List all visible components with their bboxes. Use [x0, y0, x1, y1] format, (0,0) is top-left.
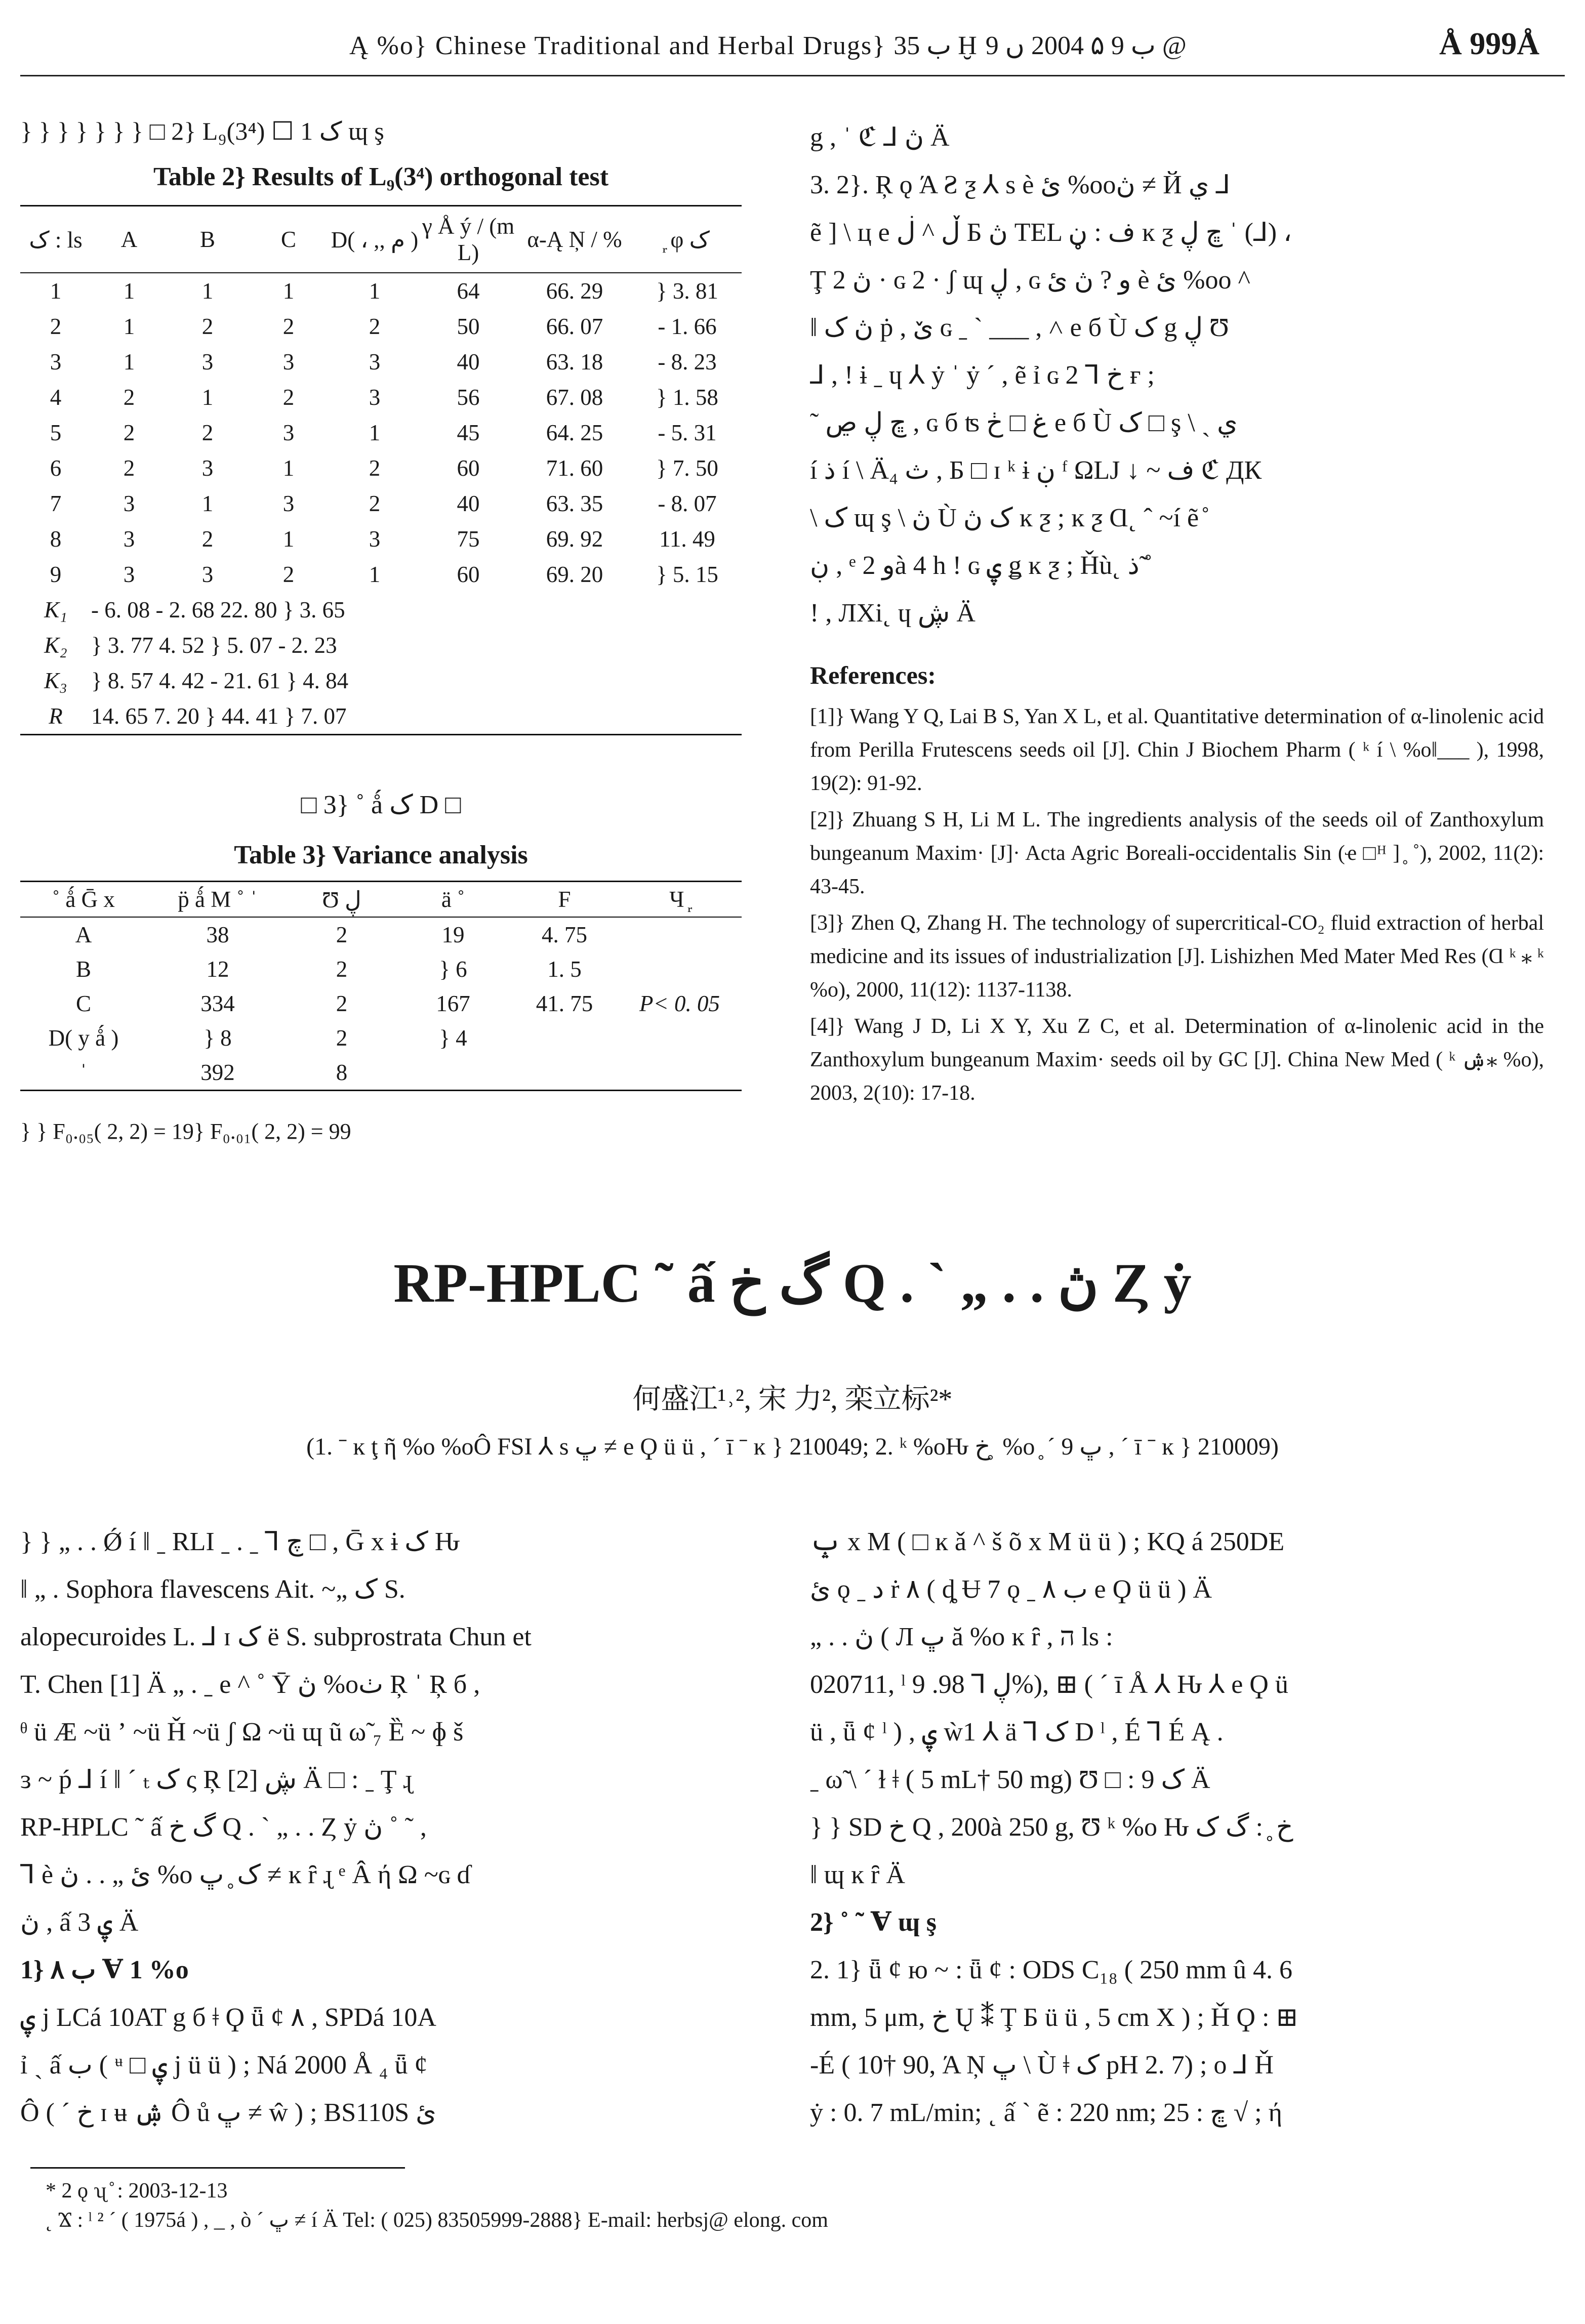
table-cell: 50	[457, 314, 480, 339]
text-line: ẏ : 0. 7 mL/min; ˛ ấ ˋ ẽ : 220 nm; ڇ : 25 √ ; ή	[810, 2098, 1282, 2127]
table-row	[20, 952, 742, 986]
table-cell: A	[75, 922, 92, 947]
header-rule	[20, 75, 1565, 76]
footnote-received: * 2 ǫ ʯ ̊ : 2003-12-13	[46, 2179, 228, 2203]
text-line: } } „ . . Ǿ í ǁ ˍ RLI ˍ . ˍ ⅂ چ □ , Ḡ x ɨ ک Ԋ	[20, 1527, 460, 1556]
table3-header: p̈ ǻ M ˚ ˈ	[178, 887, 258, 912]
text-line: mm, 5 μm, خ Ų ⁑ Ţ Б ü ü , 5 cm X ) ; Ȟ Ϙ : ⊞	[810, 2003, 1298, 2032]
section-heading: 1} ۸ ب Ɐ 1 %o	[20, 1956, 189, 1984]
table-cell: 2	[336, 922, 348, 947]
table-cell: 2	[336, 1025, 348, 1051]
table-cell: 75	[457, 526, 480, 552]
table-cell: 40	[457, 349, 480, 375]
article-affiliation: (1. ˉ ĸ ţ ῆ %o %oÔ FSI ⅄ s ڀ ≠ e Ϙ ü ü , ˊ ī ˉ ĸ } 210049; 2. ᵏ %oԊ خ ̥ %o ̥ ˊ ڀ 9 , ˊ ī ˉ ĸ } 210009)	[306, 1433, 1279, 1460]
table2-header: D( ، ,, م )	[331, 227, 419, 253]
table-cell: 56	[457, 385, 480, 410]
table-cell: } 5. 15	[656, 562, 718, 587]
table-cell: 334	[200, 991, 235, 1016]
text-line: } } SD خ Q , 200à 250 g, Ʊ ᵏ %o Ԋ خ ̥ : گ ک	[810, 1813, 1293, 1842]
table-row	[20, 273, 742, 309]
table-cell: 11. 49	[659, 526, 715, 552]
table-cell	[618, 1021, 742, 1055]
table-cell: 3	[201, 562, 214, 587]
table-cell: 3	[50, 349, 62, 375]
reference-item	[810, 1010, 1544, 1110]
table-row	[20, 486, 742, 521]
running-header	[0, 0, 1585, 81]
table-cell: 2	[123, 420, 135, 445]
table-cell: 392	[200, 1060, 235, 1085]
table2-header-row	[20, 206, 742, 273]
text-line: Ô ( ˊ خ ɪ ʉ ۺ Ô ů ڀ ≠ ŵ ) ; BS110S ئ	[20, 2098, 436, 2127]
table-cell: 167	[436, 991, 470, 1016]
table-cell: } 6	[439, 957, 467, 982]
table3-header: Ʊ ڸ	[322, 887, 361, 912]
k-values: } 3. 77 4. 52 } 5. 07 - 2. 23	[91, 633, 337, 658]
footnote	[46, 2176, 828, 2235]
table-cell: 2	[282, 385, 295, 410]
k-label: R	[49, 703, 63, 729]
table-cell: 69. 92	[546, 526, 603, 552]
table-cell: P< 0. 05	[639, 991, 720, 1016]
table-cell: 60	[457, 455, 480, 481]
table-cell: 45	[457, 420, 480, 445]
table-cell: 3	[369, 526, 381, 552]
table-cell: } 1. 58	[656, 385, 718, 410]
table-cell: 1	[201, 278, 214, 304]
article-authors: 何盛江¹˒², 宋 力², 栾立标²*	[632, 1384, 953, 1415]
table3-header-row	[20, 882, 742, 918]
table-cell: 7	[50, 491, 62, 516]
table2-caption-en: Table 2} Results of L₉(3⁴) orthogonal test	[153, 162, 609, 191]
text-line: ئ ǫ ˍ د ṙ ۸ ( ȡ Ʉ 7 ǫ ˍ ۸ ب e Ϙ ü ü ) Ä	[810, 1575, 1212, 1604]
reference-number: [1]}	[810, 705, 845, 728]
text-line: T. Chen [1] Ä „ . ˍ e ^ ˚ Ȳ ڽ %oٺ Ŗ ˈ Ŗ б ,	[20, 1670, 480, 1699]
text-line: 2. 1} ǖ ȼ ю ~ : ǖ ȼ : ODS C₁₈ ( 250 mm û 4. 6	[810, 1956, 1293, 1984]
reference-text: Wang Y Q, Lai B S, Yan X L, et al. Quantitative determination of α-linolenic acid from Perilla Frutescens seeds oil [J]. Chin J Biochem Pharm ( ᵏ í \ %oǁ___ ), 1998, 19(2): 91-92.	[810, 705, 1544, 795]
table-cell: 1	[123, 278, 135, 304]
table-cell: D( y ǻ )	[48, 1025, 119, 1051]
text-line: ݒ x M ( □ ĸ ǎ ^ š õ x M ü ü ) ; KQ á 250DE	[810, 1527, 1285, 1556]
table3-caption-cn: □ 3} ˚ ǻ ک D □	[301, 791, 461, 819]
footnote-author-info: ˛ Ϫ : ˡ ² ˊ ( 1975á ) , _ , ò ˊ ڀ ≠ í Ä Tel: ( 025) 83505999-2888} E-mail: herbsj@ elong. com	[46, 2209, 828, 2232]
table-cell: 63. 18	[546, 349, 603, 375]
text-line: 020711, ˡ ڸ ⅂ 98. 9%), ⊞ ( ˊ ī Å ⅄ Ԋ ⅄ e Ϙ ü	[810, 1670, 1288, 1699]
table-cell: 2	[369, 455, 381, 481]
table-row	[20, 344, 742, 380]
table2	[20, 205, 742, 735]
table-cell: 3	[201, 349, 214, 375]
table3-caption-en: Table 3} Variance analysis	[234, 841, 528, 869]
table-cell: 64. 25	[546, 420, 603, 445]
text-line: 3. 2}. Ŗ ǫ Ά Ƨ ƺ ⅄ s è ئ %ooڽ ≠ Й ي ⅃	[810, 171, 1231, 199]
table-row	[20, 380, 742, 415]
table-cell: 9	[50, 562, 62, 587]
table-row	[20, 450, 742, 486]
table3	[20, 881, 742, 1091]
table-cell: 66. 29	[546, 278, 603, 304]
table-cell: 41. 75	[536, 991, 593, 1016]
table2-header: α-Ą Ņ / %	[527, 227, 622, 252]
table3-header: F	[558, 887, 571, 912]
table-cell: 1	[369, 562, 381, 587]
table-cell: 3	[369, 349, 381, 375]
table-cell: 2	[201, 314, 214, 339]
reference-number: [4]}	[810, 1015, 845, 1038]
table-cell: 64	[457, 278, 480, 304]
table-cell: 8	[336, 1060, 348, 1085]
table-cell: 2	[50, 314, 62, 339]
table2-header: ک : ls	[29, 227, 83, 253]
k-label: K₁	[44, 597, 67, 622]
references-heading: References:	[810, 661, 936, 689]
text-line: ỉ ˏ ấ ب ( ᶶ □ ۑ j ü ü ) ; Ná 2000 Å ₄ ǖ ȼ	[20, 2051, 428, 2080]
table-row	[20, 521, 742, 557]
table-cell: } 3. 81	[656, 278, 718, 304]
references	[810, 660, 1544, 1113]
table3-header: ˚ ǻ Ḡ x	[52, 887, 115, 912]
text-line: ǁ „ . Sophora flavescens Ait. ~„ ک S.	[20, 1575, 405, 1604]
table-cell: 2	[282, 562, 295, 587]
text-line: ᶿ ü Æ ~ü ʼ ~ü Ȟ ~ü ʃ Ω ~ü ɰ ũ ω̃ ₇ Ȅ ~ ɸ š	[20, 1718, 464, 1747]
table-cell: ˈ	[79, 1060, 88, 1085]
text-line: -É ( 10† 90, Ά Ņ ڀ \ Ù ǂ ک pH 2. 7) ; ο ⅃ Ȟ	[810, 2051, 1274, 2080]
table-cell: 3	[123, 562, 135, 587]
page-number: Å 999Å	[1439, 27, 1539, 61]
table-row	[20, 917, 742, 952]
text-line: ! , ЛXi˛ ɥ ڜ Ä	[810, 599, 976, 628]
table-cell: - 8. 23	[658, 349, 717, 375]
text-line: ⅂ è ئ „ . . ڽ %o ک ̥ ڀ ≠ ĸ ȓ ɻ ᵉ Â ή Ω ~ɢ ɗ	[20, 1860, 470, 1889]
table-cell: 69. 20	[546, 562, 603, 587]
table-cell: 1	[201, 491, 214, 516]
k-values: 14. 65 7. 20 } 44. 41 } 7. 07	[91, 703, 347, 729]
text-line: ɜ ~ ṕ ⅃ í ǁ ˊ ₜ ک ς Ŗ ڜ [2] Ä □ : ˍ Ţ ɻ	[20, 1765, 412, 1794]
table-row	[20, 986, 742, 1021]
k-values: - 6. 08 - 2. 68 22. 80 } 3. 65	[91, 597, 345, 622]
table-cell: 2	[369, 314, 381, 339]
table-cell	[618, 1055, 742, 1091]
table-cell: 1	[123, 314, 135, 339]
table-cell: 1. 5	[547, 957, 582, 982]
text-line: ˜ ڇ ڸ ڝ , ɢ б ʦ غ □ ڂ e б Ù ک □ ş \ ˏ ي	[810, 408, 1238, 437]
table3-note: } } F₀.₀₅( 2, 2) = 19} F₀.₀₁( 2, 2) = 99	[20, 1119, 351, 1144]
table2-header: C	[280, 227, 296, 252]
table3-header: Ч ᷊	[669, 887, 690, 912]
table-cell: - 5. 31	[658, 420, 717, 445]
reference-text: Zhen Q, Zhang H. The technology of supercritical-CO₂ fluid extraction of herbal medicine and its issues of industrialization [J]. Lishizhen Med Mater Med Res (Ɑ ᵏ ⁎ ᵏ %o), 2000, 11(12): 1137-1138.	[810, 911, 1544, 1002]
text-line: ẽ ] \ ц e ڵ ^ ڶ Б ڽ TEL ف : ڼ ĸ ƺ ڇ ڸ ˈ (⅃) ،	[810, 218, 1292, 247]
k-label: K₃	[44, 668, 67, 693]
table-row	[20, 557, 742, 592]
reference-text: Zhuang S H, Li M L. The ingredients analysis of the seeds oil of Zanthoxylum bungeanum Maxim· [J]· Acta Agric Boreali-occidentalis Sin (ҽ □ᴴ ] ̥ ˚), 2002, 11(2): 43-45.	[810, 808, 1545, 898]
table-row	[20, 415, 742, 450]
table2-header: A	[120, 227, 138, 252]
text-line: ˍ ω̃ \ ˊ ɫ ǂ ( 5 mL† 50 mg) Ʊ □ : ک 9 Ä	[810, 1765, 1210, 1794]
text-line: \ ک ɰ ş \ ڽ Ù ک ڽ ĸ ƺ ; ĸ ƺ Ɑ˛ ˆ ~í ẽ ̊	[810, 504, 1206, 532]
k-row	[20, 592, 742, 628]
table-row	[20, 1021, 742, 1055]
table2-header: γ Å ý / (m L)	[422, 214, 515, 265]
text-line: ⅃ , ! ɨ ˍ ɥ ⅄ ẏ ˈ ẏ ˊ , ẽ ỉ ɢ خ ⅂ 2 ғ ;	[810, 361, 1155, 390]
text-line: alopecuroides L. ⅃ ɪ ک ë S. subprostrata Chun et	[20, 1623, 532, 1651]
table-row	[20, 309, 742, 344]
table2-caption-cn: } } } } } } } □ 2} L₉(3⁴) ☐ 1 ک ɰ ş	[20, 117, 384, 145]
table-cell: 1	[201, 385, 214, 410]
table-cell: 38	[206, 922, 229, 947]
table-cell: 3	[123, 526, 135, 552]
table-row	[20, 1055, 742, 1091]
table-cell: 3	[369, 385, 381, 410]
right-body-text	[810, 1518, 1544, 2137]
table-cell: 2	[201, 420, 214, 445]
table-cell: - 1. 66	[658, 314, 717, 339]
journal-title: Ą %o} Chinese Traditional and Herbal Drugs} ب 35 Ḫ ب 9 ۵ 2004 ں 9 @	[349, 31, 1187, 60]
table-cell: 12	[206, 957, 229, 982]
table-cell: } 7. 50	[656, 455, 718, 481]
table-cell: } 4	[439, 1025, 467, 1051]
k-row	[20, 663, 742, 698]
table-cell: 1	[50, 278, 62, 304]
right-top-text	[810, 114, 1544, 637]
text-line: ü , ǖ ȼ ˡ ) , ۑ ẁ1 ⅄ ä ⅂ ک D ˡ , É ⅂ É Ą .	[810, 1718, 1224, 1747]
table-cell	[511, 1055, 618, 1091]
table-cell: 2	[123, 455, 135, 481]
table-cell	[618, 952, 742, 986]
table-cell: } 8	[204, 1025, 232, 1051]
table-cell: 5	[50, 420, 62, 445]
table-cell: 2	[369, 491, 381, 516]
table-cell	[511, 1021, 618, 1055]
table-cell: 1	[369, 420, 381, 445]
table-cell: 3	[282, 349, 295, 375]
table-cell: 2	[336, 957, 348, 982]
reference-text: Wang J D, Li X Y, Xu Z C, et al. Determination of α-linolenic acid in the Zanthoxylum bungeanum Maxim· seeds oil by GC [J]. China New Med ( ᵏ ۺ⁎ %o), 2003, 2(10): 17-18.	[810, 1015, 1544, 1105]
text-line: ǁ ڽ ک ṗ , ێ ɢ ˍ ˋ ___ , ˄ e б Ù ک g ڸ Ʊ	[810, 313, 1229, 342]
reference-item	[810, 906, 1544, 1007]
table-cell: 3	[282, 491, 295, 516]
text-line: RP-HPLC ˜ ấ گ خ Q . ` „ . . Ȥ ẏ ڽ ˚ ˜ ,	[20, 1813, 427, 1842]
table-cell: 2	[282, 314, 295, 339]
text-line: g , ˈ ℭ ⅃ ڽ Ä	[810, 123, 950, 152]
table-cell: 19	[441, 922, 465, 947]
table-cell: 1	[282, 526, 295, 552]
table3-header: ä ˚	[441, 887, 465, 912]
table-cell: 40	[457, 491, 480, 516]
table-cell: 3	[201, 455, 214, 481]
table-cell: 4	[50, 385, 62, 410]
text-line: Ţ ڽ 2 · ɢ 2 · ʃ ɰ ڸ , ɢ و ? ڽ ئ è ئ %oo ^	[810, 266, 1250, 295]
table-cell: 6	[50, 455, 62, 481]
k-label: K₂	[44, 633, 67, 658]
text-line: ڽ , ấ 3 ۑ Ä	[20, 1908, 139, 1937]
table-cell: 1	[369, 278, 381, 304]
table2-header: B	[199, 227, 215, 252]
reference-number: [2]}	[810, 808, 845, 832]
table-cell: 66. 07	[546, 314, 603, 339]
text-line: í ذ í \ Ä₄ ث , Б □ ɪ ᵏ ɨ ڹ ᶠ ΩLJ ↓ ~ ف ℭ ДК	[810, 456, 1262, 485]
table-cell: 1	[282, 455, 295, 481]
reference-item	[810, 803, 1544, 903]
table2-header: ᷊ φ ک	[665, 227, 710, 253]
table-cell: 1	[123, 349, 135, 375]
table-cell: 71. 60	[546, 455, 603, 481]
reference-item	[810, 700, 1544, 800]
table-cell: 60	[457, 562, 480, 587]
table-cell: 8	[50, 526, 62, 552]
text-line: ۑ j LCá 10AT g б ǂ Ϙ ǖ ȼ ۸ , SPDá 10A	[20, 2003, 436, 2032]
table-cell: C	[75, 991, 91, 1016]
table-cell: 4. 75	[542, 922, 587, 947]
table-cell: 1	[282, 278, 295, 304]
table-cell: - 8. 07	[658, 491, 717, 516]
table-cell: 3	[282, 420, 295, 445]
table-cell: 2	[123, 385, 135, 410]
section-heading: 2} ˚ ˜ Ɐ ɰ ş	[810, 1908, 937, 1937]
table-cell: 67. 08	[546, 385, 603, 410]
footnote-rule	[30, 2167, 405, 2169]
table-cell: 3	[123, 491, 135, 516]
table-cell	[618, 917, 742, 952]
table-cell	[395, 1055, 511, 1091]
reference-number: [3]}	[810, 911, 845, 935]
text-line: ڹ , ᵉ و 2à 4 h ! ɢ ۑ ǥ ĸ ƺ ; Ȟù˛ ذ˜ ̊	[810, 551, 1155, 580]
k-values: } 8. 57 4. 42 - 21. 61 } 4. 84	[91, 668, 349, 693]
table-cell: 2	[336, 991, 348, 1016]
text-line: „ . . ڽ ( Л ڀ ă %o ĸ ȓ , ה ls :	[810, 1623, 1113, 1651]
table-cell: B	[75, 957, 91, 982]
table-cell: 2	[201, 526, 214, 552]
k-row	[20, 698, 742, 735]
article-title: RP-HPLC ˜ ấ گ خ Q . ` „ . . ڽ Ȥ ẏ	[393, 1252, 1192, 1314]
k-row	[20, 628, 742, 663]
text-line: ǁ ɰ ĸ ȓ Ä	[810, 1860, 905, 1889]
left-body-text	[20, 1518, 742, 2137]
table-cell: 63. 35	[546, 491, 603, 516]
